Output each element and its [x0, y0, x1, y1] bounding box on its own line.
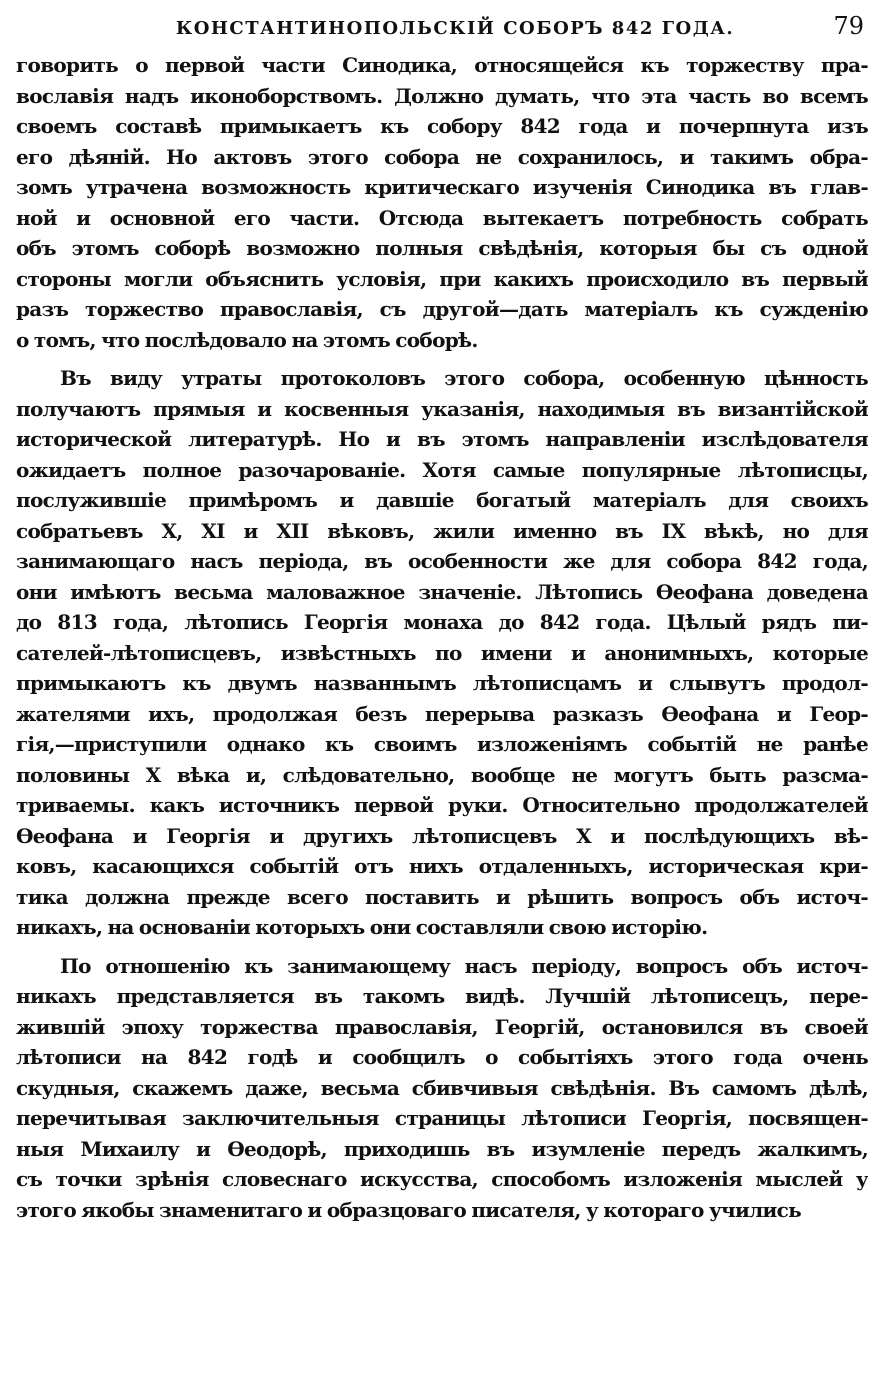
text-line: половины X вѣка и, слѣдовательно, вообще не могутъ быть разсма- [16, 762, 868, 787]
text-line: своемъ составѣ примыкаетъ къ собору 842 года и почерпнута изъ [16, 114, 868, 138]
text-line: исторической литературѣ. Но и въ этомъ направленіи изслѣдователя [16, 427, 868, 451]
text-line: вославія надъ иконоборствомъ. Должно думать, что эта часть во всемъ [16, 83, 868, 108]
text-line: стороны могли объяснить условія, при какихъ происходило въ первый [16, 266, 868, 291]
text-line: говорить о первой части Синодика, относящейся къ торжеству пра- [16, 53, 868, 77]
text-line: зомъ утрачена возможность критическаго изученія Синодика въ глав- [16, 175, 868, 199]
text-line: гія,—приступили однако къ своимъ изложеніямъ событій не ранѣе [16, 732, 868, 756]
text-line: ожидаетъ полное разочарованіе. Хотя самые популярные лѣтописцы, [16, 457, 868, 482]
text-line: примыкаютъ къ двумъ названнымъ лѣтописцамъ и слывутъ продол- [16, 671, 868, 695]
paragraph [16, 951, 868, 1226]
body-text [16, 50, 868, 1225]
text-line: объ этомъ соборѣ возможно полныя свѣдѣнія, которыя бы съ одной [16, 236, 868, 260]
text-line: скудныя, скажемъ даже, весьма сбивчивыя свѣдѣнія. Въ самомъ дѣлѣ, [16, 1075, 868, 1100]
paragraph [16, 50, 868, 355]
text-line: до 813 года, лѣтопись Георгія монаха до 842 года. Цѣлый рядъ пи- [16, 610, 868, 634]
text-line: собратьевъ X, XI и XII вѣковъ, жили именно въ IX вѣкѣ, но для [16, 518, 868, 543]
text-line: никахъ представляется въ такомъ видѣ. Лучшій лѣтописецъ, пере- [16, 984, 868, 1008]
text-line: занимающаго насъ періода, въ особенности же для собора 842 года, [16, 549, 868, 573]
text-line: никахъ, на основаніи которыхъ они составляли свою исторію. [16, 915, 708, 939]
text-line: ковъ, касающихся событій отъ нихъ отдаленныхъ, историческая кри- [16, 854, 868, 878]
book-page [16, 12, 868, 1368]
text-line: съ точки зрѣнія словеснаго искусства, способомъ изложенія мыслей у [16, 1167, 868, 1191]
text-line: ныя Михаилу и Ѳеодорѣ, приходишь въ изумленіе передъ жалкимъ, [16, 1136, 868, 1161]
text-line: они имѣютъ весьма маловажное значеніе. Лѣтопись Ѳеофана доведена [16, 579, 868, 604]
text-line: тика должна прежде всего поставить и рѣшить вопросъ объ источ- [16, 884, 868, 909]
text-line: о томъ, что послѣдовало на этомъ соборѣ. [16, 327, 478, 352]
text-line: триваемы. какъ источникъ первой руки. Относительно продолжателей [16, 793, 868, 817]
text-line: ной и основной его части. Отсюда вытекаетъ потребность собрать [16, 205, 868, 230]
page-number: 79 [833, 12, 864, 40]
text-line: По отношенію къ занимающему насъ періоду, вопросъ объ источ- [60, 953, 868, 978]
text-line: жившій эпоху торжества православія, Георгій, остановился въ своей [16, 1014, 868, 1039]
paragraph [16, 363, 868, 943]
text-line: его дѣяній. Но актовъ этого собора не сохранилось, и такимъ обра- [16, 144, 868, 169]
text-line: сателей-лѣтописцевъ, извѣстныхъ по имени и анонимныхъ, которые [16, 640, 868, 665]
text-line: перечитывая заключительныя страницы лѣтописи Георгія, посвящен- [16, 1106, 868, 1130]
text-line: этого якобы знаменитаго и образцоваго писателя, у котораго учились [16, 1197, 802, 1222]
text-line: получаютъ прямыя и косвенныя указанія, находимыя въ византійской [16, 396, 868, 421]
text-line: лѣтописи на 842 годѣ и сообщилъ о событіяхъ этого года очень [16, 1045, 868, 1069]
text-line: жателями ихъ, продолжая безъ перерыва разказъ Ѳеофана и Геор- [16, 701, 868, 726]
text-line: Ѳеофана и Георгія и другихъ лѣтописцевъ X и послѣдующихъ вѣ- [16, 823, 868, 848]
running-head-title: КОНСТАНТИНОПОЛЬСКІЙ СОБОРЪ 842 ГОДА. [175, 18, 735, 39]
running-head [16, 12, 868, 50]
text-line: разъ торжество православія, съ другой—дать матеріалъ къ сужденію [16, 297, 868, 321]
text-line: послужившіе примѣромъ и давшіе богатый матеріалъ для своихъ [16, 488, 868, 512]
text-line: Въ виду утраты протоколовъ этого собора, особенную цѣнность [60, 366, 868, 390]
